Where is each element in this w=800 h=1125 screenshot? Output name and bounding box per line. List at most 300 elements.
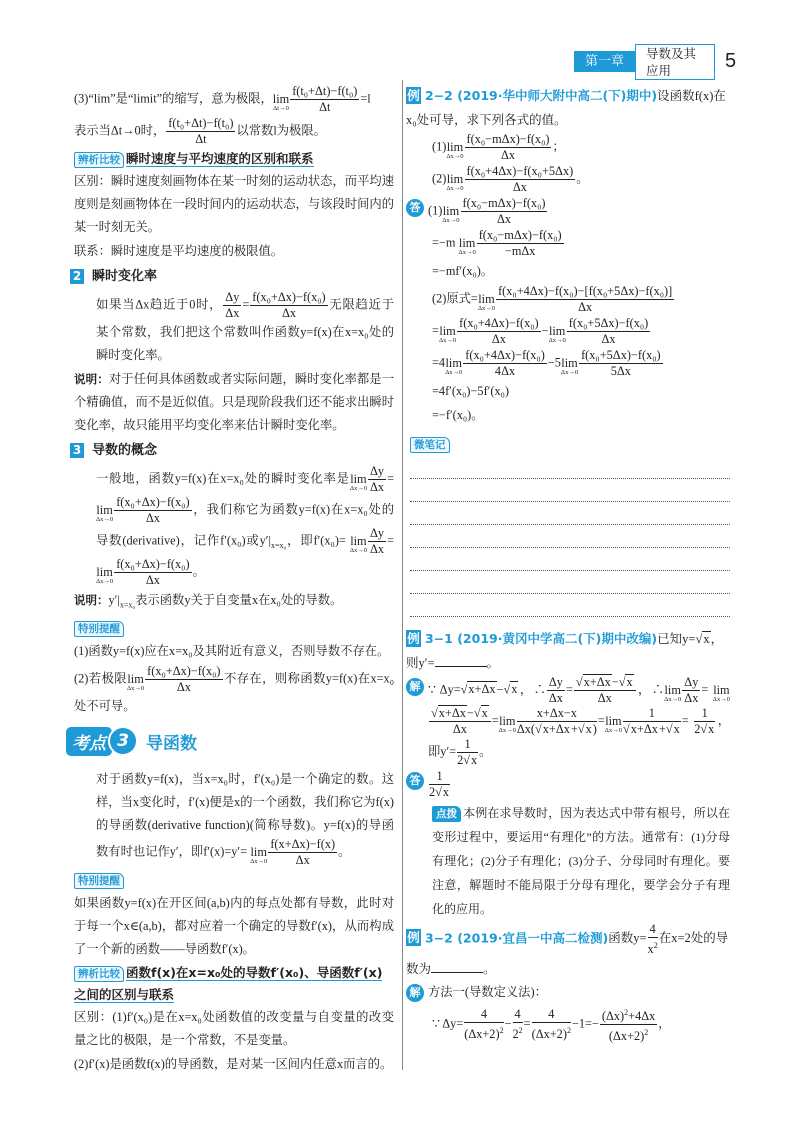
radical-sign: √ bbox=[435, 785, 442, 799]
limit-operator bbox=[498, 713, 516, 734]
note-line[interactable] bbox=[410, 548, 730, 571]
text-run: 在x=2处的导数为 bbox=[406, 931, 729, 977]
radical-sign: √ bbox=[473, 706, 481, 720]
text-run: 。 bbox=[338, 844, 351, 859]
fraction bbox=[579, 348, 663, 379]
text-run: y′| bbox=[108, 593, 120, 607]
math-text: f(x₀+Δx)−f(x₀) bbox=[116, 557, 190, 571]
text-run: (Δx+2) bbox=[464, 1027, 500, 1042]
text-run: 表示函数y关于自变量x在x₀处的导数。 bbox=[135, 593, 343, 607]
reminder-badge: 特别提醒 bbox=[74, 621, 124, 637]
limit-operator bbox=[560, 355, 579, 376]
text-run: − bbox=[541, 323, 549, 338]
lim-subscript: Δx→0 bbox=[349, 546, 367, 554]
tip-block bbox=[410, 801, 730, 921]
fraction bbox=[368, 464, 386, 495]
numerator bbox=[532, 1007, 571, 1023]
text-run: =−f′(x₀)。 bbox=[432, 408, 484, 422]
superscript: 2 bbox=[518, 1026, 523, 1036]
solution-icon: 解 bbox=[406, 984, 424, 1002]
limit-operator bbox=[126, 671, 145, 692]
denominator bbox=[682, 691, 700, 706]
lim-subscript: Δx→0 bbox=[96, 515, 114, 523]
section-heading bbox=[70, 438, 394, 464]
lim-subscript: Δx→0 bbox=[548, 336, 566, 344]
denominator bbox=[574, 691, 636, 706]
text-run: = bbox=[681, 713, 694, 728]
text-run: 表示当Δt→0时， bbox=[74, 123, 166, 138]
radical-sign: √ bbox=[535, 722, 542, 736]
math-text: 4Δx bbox=[494, 364, 516, 378]
lim-subscript: Δt→0 bbox=[273, 104, 289, 112]
paragraph bbox=[410, 1005, 730, 1044]
exam-point-title: 导函数 bbox=[146, 733, 197, 754]
fraction bbox=[648, 922, 658, 957]
limit-operator bbox=[442, 203, 460, 224]
lim-label: lim bbox=[350, 533, 367, 548]
math-text: f(x₀−mΔx)−f(x₀) bbox=[466, 132, 550, 146]
text-run: ，我们称它为函数y=f(x)在x=x₀处的导数(derivative)，记作f′(x₀)或y′| bbox=[96, 502, 394, 548]
numerator bbox=[461, 196, 548, 212]
lim-label: lim bbox=[350, 471, 367, 486]
numerator bbox=[268, 837, 337, 853]
math-text: f(x₀+Δx)−f(x₀) bbox=[252, 290, 326, 304]
fraction bbox=[463, 348, 547, 379]
radicand: x+Δx bbox=[542, 722, 570, 736]
limit-operator bbox=[548, 323, 566, 344]
text-run: = bbox=[597, 713, 605, 728]
limit-operator bbox=[438, 323, 457, 344]
text-run: ∵ Δy= bbox=[428, 682, 461, 697]
lim-label: lim bbox=[96, 502, 113, 517]
text-run: ， bbox=[658, 1016, 671, 1031]
denominator bbox=[465, 180, 576, 195]
section-title: 导数的概念 bbox=[92, 443, 158, 458]
text-run: (2)若极限 bbox=[74, 671, 127, 686]
lim-label: lim bbox=[445, 355, 462, 370]
text-run: ) bbox=[592, 722, 597, 736]
math-text: Δx bbox=[512, 180, 527, 194]
math-text: 5Δx bbox=[610, 364, 631, 378]
numerator bbox=[579, 348, 663, 364]
solution-block bbox=[406, 675, 730, 768]
denominator bbox=[477, 244, 564, 259]
paragraph bbox=[410, 228, 730, 259]
math-text: Δx bbox=[145, 511, 160, 525]
lim-label: lim bbox=[446, 139, 464, 154]
math-text: f(x₀+4Δx)−f(x₀) bbox=[465, 348, 545, 362]
math-text: f(x₀+4Δx)−f(x₀)−[f(x₀+5Δx)−f(x₀)] bbox=[498, 284, 673, 298]
denominator bbox=[368, 542, 386, 557]
square-root bbox=[431, 705, 467, 720]
text-run: =l bbox=[360, 91, 371, 106]
text-run: = bbox=[387, 533, 394, 548]
square-root bbox=[503, 681, 518, 696]
radicand: x bbox=[442, 785, 450, 799]
numerator bbox=[574, 675, 636, 691]
math-text: Δx bbox=[491, 332, 506, 346]
limit-operator bbox=[446, 171, 464, 192]
text-run: 一般地，函数y=f(x)在x=x₀处的瞬时变化率是 bbox=[96, 471, 350, 486]
example-source: 3−1 (2019·黄冈中学高二(下)期中改编) bbox=[425, 631, 658, 646]
denominator bbox=[496, 300, 674, 315]
superscript: 2 bbox=[499, 1026, 504, 1036]
math-text: f(x₀+4Δx)−f(x₀+5Δx) bbox=[466, 164, 574, 178]
text-run: 联系：瞬时速度是平均速度的极限值。 bbox=[74, 244, 284, 258]
fraction bbox=[114, 495, 191, 526]
denominator bbox=[579, 364, 663, 379]
text-run: = bbox=[432, 323, 439, 338]
page-number: 5 bbox=[725, 50, 737, 72]
lim-label: lim bbox=[442, 203, 460, 218]
numerator bbox=[166, 116, 235, 132]
text-run: 无限趋近于某个常数，我们把这个常数叫作函数y=f(x)在x=x₀处的瞬时变化率。 bbox=[96, 297, 394, 362]
fraction bbox=[429, 706, 491, 737]
lim-subscript: Δx→0 bbox=[442, 216, 460, 224]
fraction bbox=[496, 284, 674, 315]
lim-subscript: Δx→0 bbox=[96, 577, 114, 585]
text-run: 设函数f(x)在x₀处可导，求下列各式的值。 bbox=[406, 89, 726, 127]
denominator bbox=[223, 306, 241, 321]
answer-icon: 答 bbox=[406, 772, 424, 790]
answer-block bbox=[406, 769, 730, 800]
square-root bbox=[463, 752, 478, 767]
text-run: (3)“lim”是“limit”的缩写，意为极限， bbox=[74, 91, 273, 106]
paragraph bbox=[74, 368, 394, 437]
section-number: 2 bbox=[70, 269, 84, 284]
fraction bbox=[547, 675, 565, 706]
denominator bbox=[517, 722, 597, 737]
radicand: x bbox=[708, 722, 715, 736]
numerator bbox=[114, 495, 191, 511]
denominator bbox=[694, 722, 715, 737]
denominator bbox=[465, 148, 552, 163]
denominator bbox=[532, 1023, 571, 1042]
text-run: x bbox=[647, 942, 654, 957]
text-run: (1) bbox=[428, 203, 443, 218]
denominator bbox=[429, 785, 450, 800]
lim-subscript: Δx→0 bbox=[560, 368, 579, 376]
numerator bbox=[250, 290, 327, 306]
numerator bbox=[465, 164, 576, 180]
denominator bbox=[464, 1023, 503, 1042]
denominator bbox=[166, 132, 235, 147]
solution-block bbox=[406, 981, 730, 1004]
text-run: (2)f′(x)是函数f(x)的导函数，是对某一区间内任意x而言的。 bbox=[74, 1057, 393, 1072]
square-root bbox=[535, 721, 571, 736]
math-text: f(x₀+4Δx)−f(x₀) bbox=[459, 316, 539, 330]
math-text: f(x₀−mΔx)−f(x₀) bbox=[478, 228, 562, 242]
math-text: Δx bbox=[225, 306, 240, 320]
math-text: Δy bbox=[684, 675, 699, 689]
math-text: f(x₀+5Δx)−f(x₀) bbox=[568, 316, 649, 330]
numerator bbox=[567, 316, 651, 332]
bold-label: 说明： bbox=[74, 593, 109, 607]
paragraph bbox=[74, 290, 394, 367]
radicand: x bbox=[673, 722, 680, 736]
paragraph bbox=[74, 240, 394, 263]
radicand: x+Δx bbox=[468, 682, 496, 697]
paragraph bbox=[74, 116, 394, 147]
lim-label: lim bbox=[713, 682, 730, 697]
fraction bbox=[457, 316, 541, 347]
text-run: 对于任何具体函数或者实际问题，瞬时变化率都是一个精确值，而不是近似值。只是现阶段我们还不能求出瞬时变化率，故只能用平均变化率来估计瞬时变化率。 bbox=[74, 372, 394, 432]
limit-operator bbox=[604, 713, 622, 734]
math-text: Δx bbox=[370, 542, 385, 556]
math-text: Δx bbox=[281, 306, 296, 320]
radical-sign: √ bbox=[665, 722, 673, 736]
limit-operator bbox=[349, 471, 367, 492]
math-text: 1 bbox=[436, 769, 443, 783]
paragraph bbox=[410, 260, 730, 283]
math-text: x+Δx−x bbox=[536, 706, 577, 720]
lim-label: lim bbox=[548, 323, 566, 338]
lim-label: lim bbox=[96, 564, 113, 579]
fraction bbox=[290, 84, 359, 115]
solution-icon: 解 bbox=[406, 678, 424, 696]
text-run: (1) bbox=[432, 139, 447, 154]
numerator bbox=[600, 1005, 657, 1025]
text-run: ，即f′(x₀)= bbox=[286, 533, 350, 548]
fraction bbox=[268, 837, 337, 868]
note-line[interactable] bbox=[410, 525, 730, 548]
text-run: ，即y′= bbox=[428, 713, 730, 759]
note-line[interactable] bbox=[410, 594, 730, 617]
numerator bbox=[464, 1007, 503, 1023]
lim-subscript: Δx→0 bbox=[126, 684, 145, 692]
chapter-topic: 导数及其应用 bbox=[635, 44, 715, 80]
fraction bbox=[574, 675, 636, 706]
text-run: = bbox=[491, 713, 499, 728]
lim-label: lim bbox=[127, 671, 144, 686]
text-run: = bbox=[387, 471, 394, 486]
note-line[interactable] bbox=[410, 479, 730, 502]
text-run: =4f′(x₀)−5f′(x₀) bbox=[432, 384, 509, 398]
note-line[interactable] bbox=[410, 456, 730, 479]
numerator bbox=[623, 706, 681, 722]
text-run: +4Δx bbox=[628, 1009, 656, 1024]
text-run: 。 bbox=[486, 656, 500, 670]
radicand: x bbox=[470, 753, 478, 767]
lim-label: lim bbox=[272, 91, 290, 106]
example-source: 3−2 (2019·宜昌一中高二检测) bbox=[425, 930, 609, 946]
notes-area bbox=[410, 433, 730, 617]
limit-operator bbox=[446, 139, 464, 160]
text-run: − bbox=[611, 675, 619, 689]
fraction bbox=[250, 290, 327, 321]
denominator bbox=[268, 853, 337, 868]
lim-label: lim bbox=[250, 844, 267, 859]
notes-heading bbox=[410, 433, 730, 456]
math-text: Δx bbox=[597, 691, 612, 705]
text-run: 2 bbox=[429, 785, 436, 799]
text-run: ，∴ bbox=[518, 682, 546, 697]
fraction bbox=[461, 196, 548, 227]
paragraph bbox=[410, 404, 730, 427]
text-run: = bbox=[701, 682, 713, 697]
lim-subscript: Δx→0 bbox=[349, 484, 367, 492]
math-text: 1 bbox=[648, 706, 655, 720]
fraction bbox=[567, 316, 651, 347]
numerator bbox=[145, 664, 222, 680]
text-run: 对于函数y=f(x)，当x=x₀时，f′(x₀)是一个确定的数。这样，当x变化时，f′(x)便是x的一个函数，我们称它为f(x)的导函数(derivative function)(简称导数)。y=f(x)的导函数有时也记作y′，即f′(x)=y′= bbox=[96, 772, 394, 859]
square-root bbox=[474, 705, 489, 720]
left-column bbox=[74, 84, 394, 1077]
fraction bbox=[477, 228, 564, 259]
example-heading bbox=[406, 627, 730, 675]
text-run: 以常数l为极限。 bbox=[236, 123, 326, 138]
text-run: 方法一(导数定义法)： bbox=[428, 985, 547, 1000]
math-text: Δx bbox=[176, 680, 191, 695]
lim-label: lim bbox=[446, 171, 464, 186]
lim-label: lim bbox=[499, 713, 516, 728]
superscript: 2 bbox=[653, 941, 658, 950]
fraction bbox=[464, 1007, 503, 1042]
math-text: Δx bbox=[145, 573, 160, 587]
lim-subscript: Δx→0 bbox=[498, 726, 516, 734]
numerator bbox=[457, 737, 478, 753]
numerator bbox=[513, 1007, 523, 1023]
fraction bbox=[623, 706, 681, 737]
math-text: 4 bbox=[649, 922, 656, 936]
text-run: ，则y′= bbox=[406, 632, 724, 670]
paragraph bbox=[410, 380, 730, 403]
square-root bbox=[700, 721, 715, 736]
denominator bbox=[290, 100, 359, 115]
section-number: 3 bbox=[70, 443, 84, 458]
fraction bbox=[517, 706, 597, 737]
paragraph bbox=[74, 170, 394, 239]
lim-subscript: Δx→0 bbox=[250, 857, 268, 865]
example-heading bbox=[406, 922, 730, 981]
numerator bbox=[429, 706, 491, 722]
radicand: x bbox=[481, 706, 488, 720]
numerator bbox=[465, 132, 552, 148]
lim-subscript: Δx→0 bbox=[438, 336, 457, 344]
math-text: f(t₀+Δt)−f(t₀) bbox=[168, 116, 234, 130]
denominator bbox=[429, 722, 491, 737]
fraction bbox=[114, 557, 191, 588]
square-root bbox=[461, 681, 497, 696]
denominator bbox=[547, 691, 565, 706]
radicand: x bbox=[511, 682, 518, 697]
denominator bbox=[600, 1025, 657, 1044]
paragraph bbox=[410, 348, 730, 379]
tip-badge: 点拨 bbox=[432, 806, 461, 822]
example-source: 2−2 (2019·华中师大附中高二(下)期中) bbox=[425, 88, 658, 103]
chapter-label: 第一章 bbox=[574, 51, 635, 72]
math-text: −mΔx bbox=[504, 244, 536, 258]
numerator bbox=[290, 84, 359, 100]
math-text: Δx bbox=[370, 480, 385, 494]
radical-sign: √ bbox=[622, 722, 630, 736]
section-title: 瞬时变化率 bbox=[92, 269, 158, 284]
math-text: f(x₀+5Δx)−f(x₀) bbox=[581, 348, 661, 362]
lim-subscript: Δx→0 bbox=[446, 152, 464, 160]
paragraph bbox=[74, 664, 394, 718]
numerator bbox=[368, 526, 386, 542]
text-run: (2)原式= bbox=[432, 291, 478, 306]
reminder-badge: 特别提醒 bbox=[74, 873, 124, 889]
math-text: f(t₀+Δt)−f(t₀) bbox=[292, 84, 358, 98]
numerator bbox=[496, 284, 674, 300]
example-icon: 例 bbox=[407, 88, 420, 103]
lim-label: lim bbox=[439, 323, 456, 338]
paragraph bbox=[410, 164, 730, 195]
math-text: f(x₀−mΔx)−f(x₀) bbox=[462, 196, 546, 210]
superscript: 2 bbox=[624, 1008, 629, 1018]
numerator bbox=[429, 769, 450, 785]
lim-subscript: Δx→0 bbox=[477, 304, 496, 312]
paragraph bbox=[74, 768, 394, 868]
text-run: (2) bbox=[432, 171, 447, 186]
answer-blank[interactable] bbox=[435, 654, 487, 667]
radicand: x bbox=[626, 675, 633, 689]
limit-operator bbox=[96, 502, 114, 523]
radical-sign: √ bbox=[463, 753, 470, 767]
reminder-heading bbox=[74, 617, 394, 640]
text-run: (Δx) bbox=[601, 1009, 625, 1024]
denominator bbox=[114, 511, 191, 526]
numerator bbox=[457, 316, 541, 332]
math-text: Δt bbox=[319, 100, 331, 114]
comparison-title: 函数f(x)在x=x₀处的导数f′(x₀)、导函数f′(x)之间的区别与联系 bbox=[74, 965, 383, 1003]
math-text: Δx bbox=[601, 332, 616, 346]
text-run: 区别：瞬时速度刻画物体在某一时刻的运动状态，而平均速度则是刻画物体在一段时间内的运动状态，与该段时间内的某一时刻无关。 bbox=[74, 174, 394, 234]
radical-sign: √ bbox=[575, 675, 583, 689]
math-text: Δx bbox=[496, 212, 512, 226]
text-run: =−mf′(x₀)。 bbox=[432, 264, 494, 278]
denominator bbox=[368, 480, 386, 495]
numerator bbox=[648, 922, 658, 938]
text-run: 2 bbox=[457, 753, 464, 767]
square-root bbox=[578, 721, 593, 736]
fraction bbox=[429, 769, 450, 800]
note-line[interactable] bbox=[410, 502, 730, 525]
square-root bbox=[435, 784, 450, 799]
text-run: 如果函数y=f(x)在开区间(a,b)内的每点处都有导数，此时对于每一个x∈(a,b)，都对应着一个确定的导数f′(x)，从而构成了一个新的函数——导函数f′(x)。 bbox=[74, 896, 394, 957]
answer-block bbox=[406, 196, 730, 227]
numerator bbox=[223, 290, 241, 306]
radicand: x+Δx bbox=[630, 722, 658, 736]
text-run: 区别：(1)f′(x₀)是在x=x₀处函数值的改变量与自变量的改变量之比的极限，是一个常数，不是变量。 bbox=[74, 1010, 394, 1048]
numerator bbox=[517, 706, 597, 722]
radicand: x+Δx bbox=[583, 675, 611, 689]
text-run: =4 bbox=[432, 355, 446, 370]
denominator bbox=[513, 1023, 523, 1042]
math-text: 4 bbox=[548, 1007, 555, 1022]
text-run: 。 bbox=[576, 171, 589, 186]
fraction bbox=[457, 737, 478, 768]
answer-blank[interactable] bbox=[431, 960, 483, 973]
lim-subscript: Δx→0 bbox=[664, 695, 682, 703]
text-run: 2 bbox=[512, 1027, 519, 1042]
fraction bbox=[223, 290, 241, 321]
paragraph bbox=[74, 1053, 394, 1076]
text-run: −5 bbox=[547, 355, 561, 370]
paragraph bbox=[74, 640, 394, 663]
radical-sign: √ bbox=[700, 722, 708, 736]
comparison-heading bbox=[74, 148, 394, 170]
note-line[interactable] bbox=[410, 571, 730, 594]
text-run: =−m bbox=[432, 235, 459, 250]
text-run: 。 bbox=[479, 744, 492, 759]
radical-sign: √ bbox=[577, 722, 585, 736]
math-text: Δy bbox=[370, 464, 385, 478]
text-run: −1=− bbox=[571, 1016, 599, 1031]
radical-sign: √ bbox=[431, 706, 438, 720]
numerator bbox=[694, 706, 715, 722]
